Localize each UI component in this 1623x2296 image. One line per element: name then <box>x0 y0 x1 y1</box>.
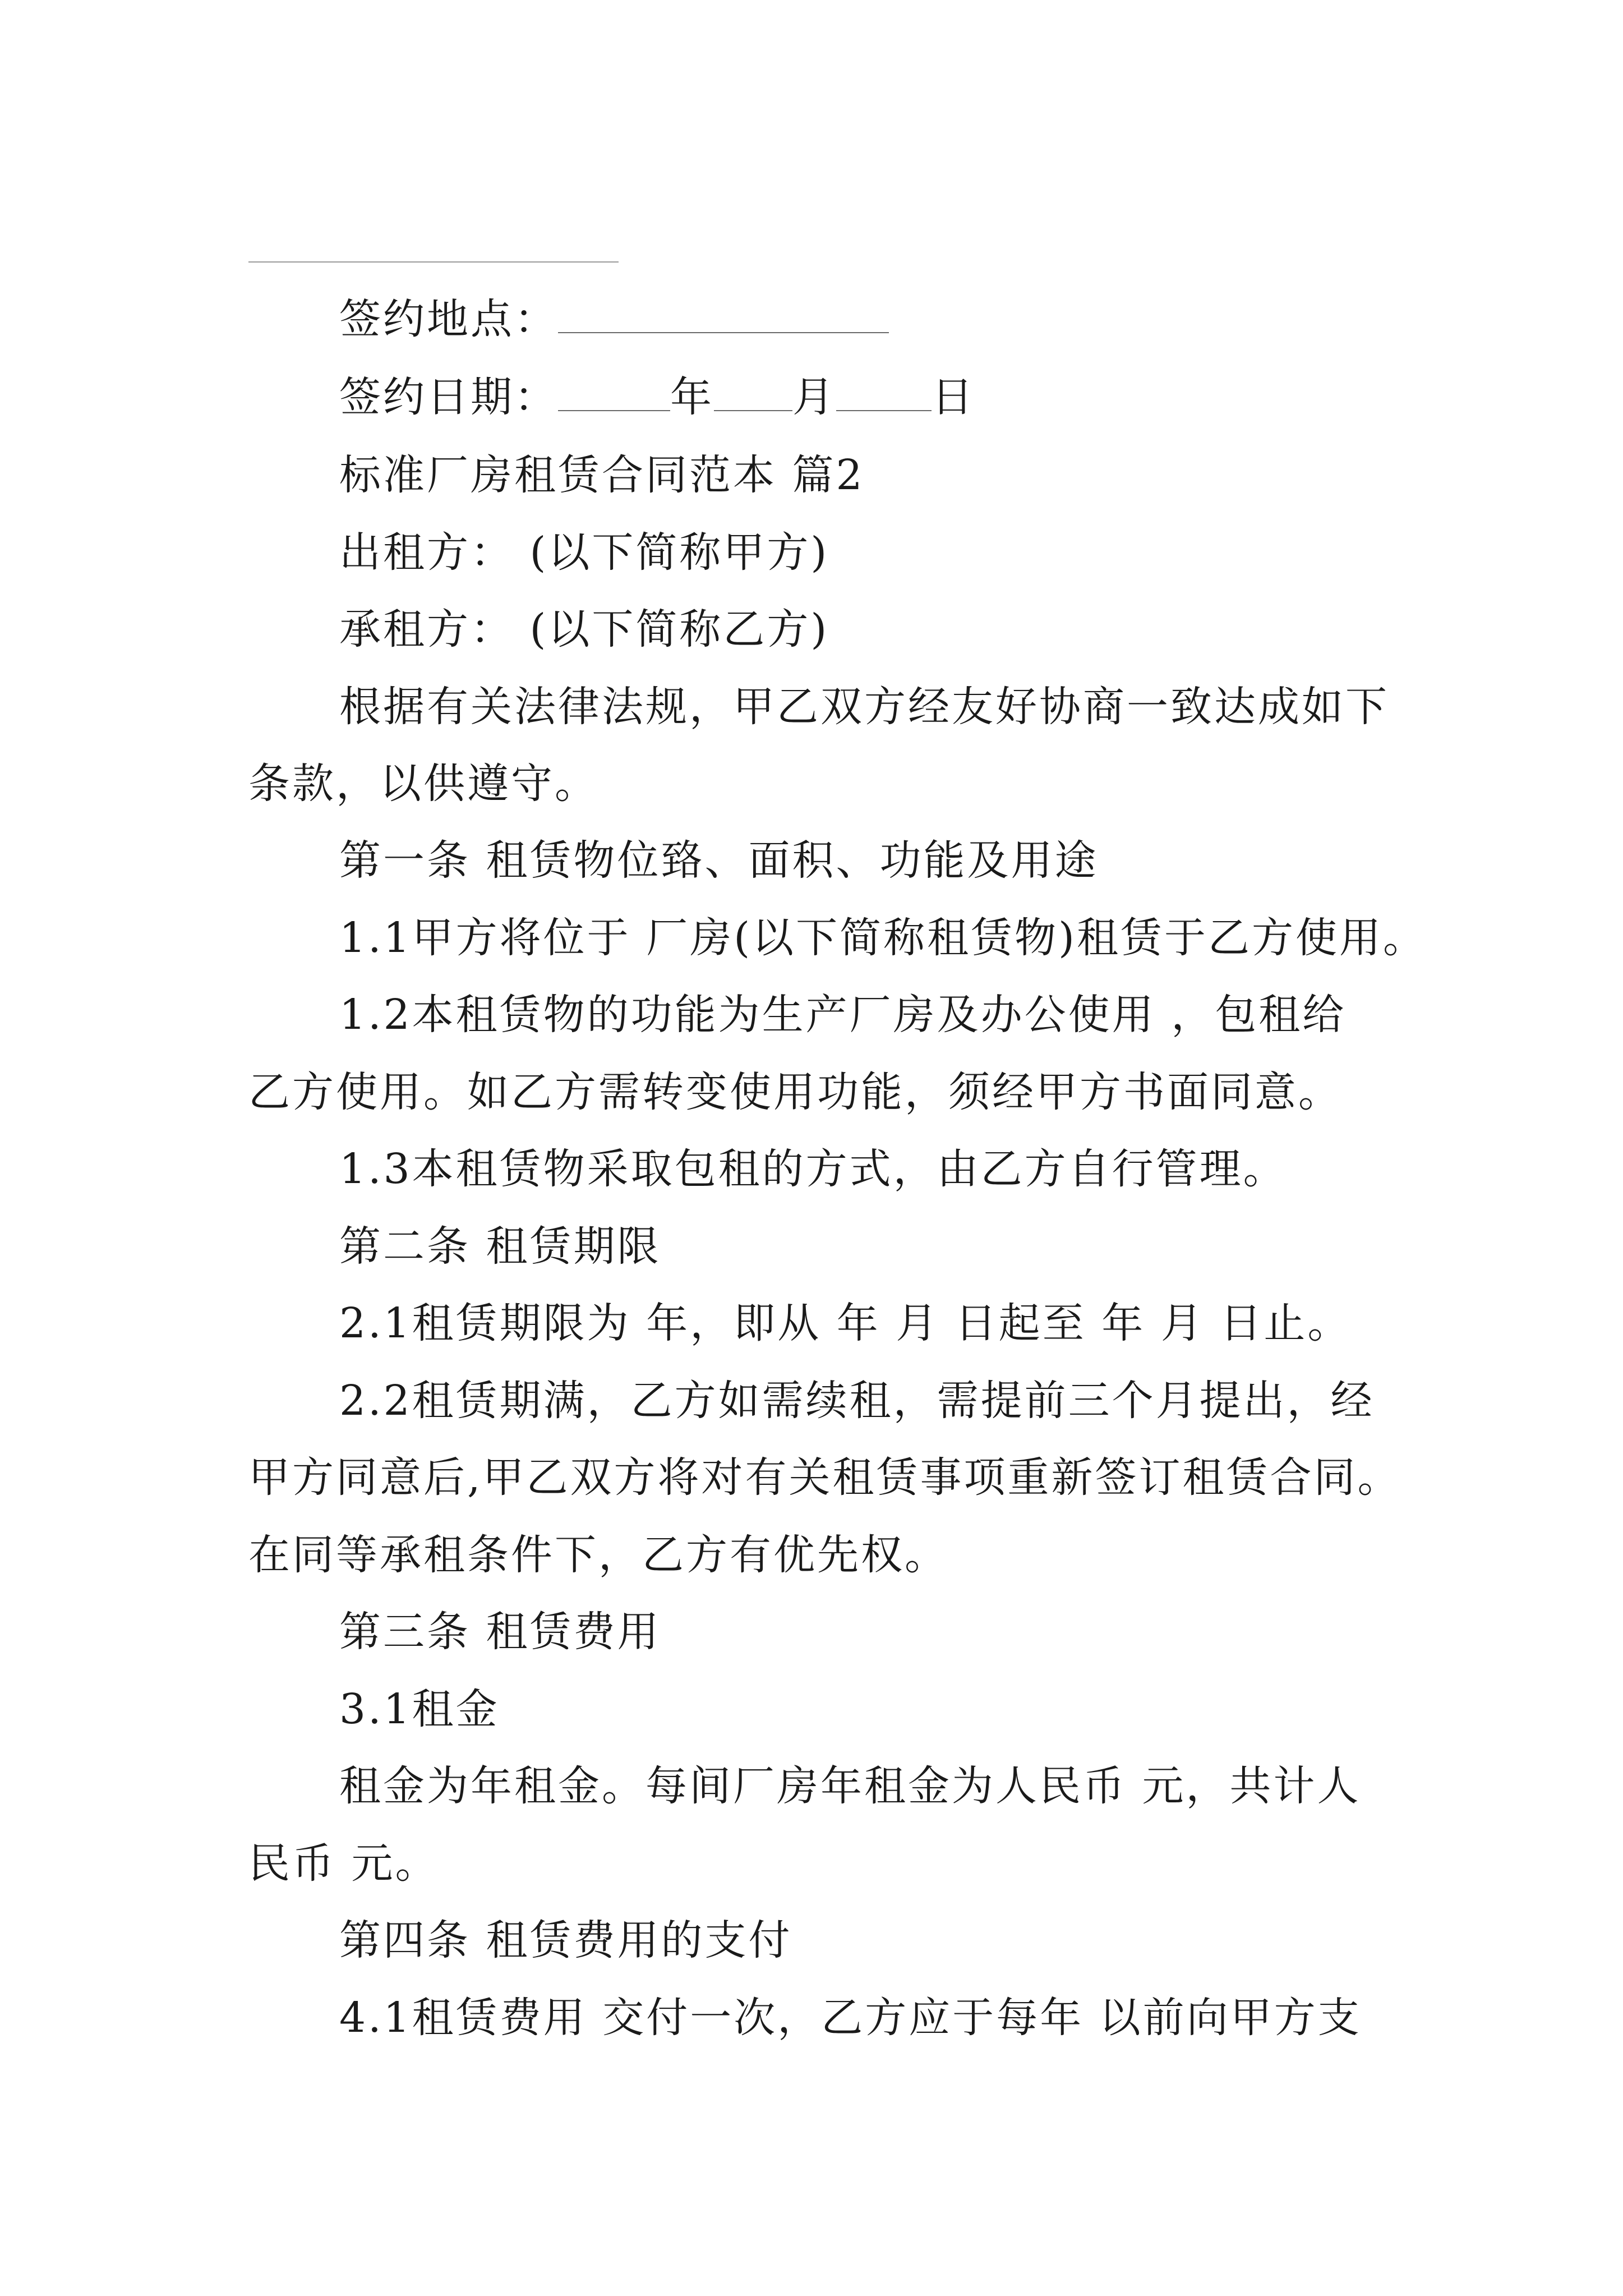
clause-line: 1.1甲方将位于 厂房(以下简称租赁物)租赁于乙方使用。 <box>339 914 1427 962</box>
clause-line: 乙方使用。如乙方需转变使用功能，须经甲方书面同意。 <box>248 1068 1342 1116</box>
month-label: 月 <box>792 373 836 421</box>
day-blank <box>836 376 932 411</box>
year-blank <box>558 376 670 411</box>
signing-date-label: 签约日期： <box>339 373 558 421</box>
paragraph-line: 根据有关法律法规，甲乙双方经友好协商一致达成如下 <box>339 683 1389 731</box>
clause-line: 4.1租赁费用 交付一次，乙方应于每年 以前向甲方支 <box>339 1994 1362 2042</box>
clause-line: 民币 元。 <box>248 1839 439 1888</box>
paragraph-line: 条款，以供遵守。 <box>248 760 598 808</box>
clause-line: 3.1租金 <box>339 1685 500 1733</box>
lessor-line: 出租方： (以下简称甲方) <box>339 528 829 577</box>
clause-line: 1.2本租赁物的功能为生产厂房及办公使用 ，包租给 <box>339 991 1347 1039</box>
article-heading: 第四条 租赁费用的支付 <box>339 1916 792 1964</box>
article-heading: 第一条 租赁物位臵、面积、功能及用途 <box>339 836 1099 885</box>
signing-place-label: 签约地点： <box>339 295 558 343</box>
clause-line: 2.2租赁期满，乙方如需续租，需提前三个月提出，经 <box>339 1377 1375 1425</box>
signing-place-blank <box>558 298 889 333</box>
article-heading: 第二条 租赁期限 <box>339 1222 661 1271</box>
clause-line: 1.3本租赁物采取包租的方式，由乙方自行管理。 <box>339 1145 1287 1193</box>
clause-line: 租金为年租金。每间厂房年租金为人民币 元，共计人 <box>339 1762 1361 1810</box>
signing-date-row <box>248 373 1398 421</box>
clause-line: 2.1租赁期限为 年，即从 年 月 日起至 年 月 日止。 <box>339 1299 1352 1347</box>
year-label: 年 <box>670 373 714 421</box>
clause-line: 在同等承租条件下，乙方有优先权。 <box>248 1531 948 1579</box>
section-title: 标准厂房租赁合同范本 篇2 <box>339 451 865 499</box>
lessee-line: 承租方： (以下简称乙方) <box>339 605 829 654</box>
month-blank <box>714 376 792 411</box>
signing-place-row <box>248 295 1398 343</box>
article-heading: 第三条 租赁费用 <box>339 1608 661 1656</box>
clause-line: 甲方同意后,甲乙双方将对有关租赁事项重新签订租赁合同。 <box>248 1453 1401 1502</box>
top-divider <box>248 261 619 263</box>
day-label: 日 <box>932 373 975 421</box>
